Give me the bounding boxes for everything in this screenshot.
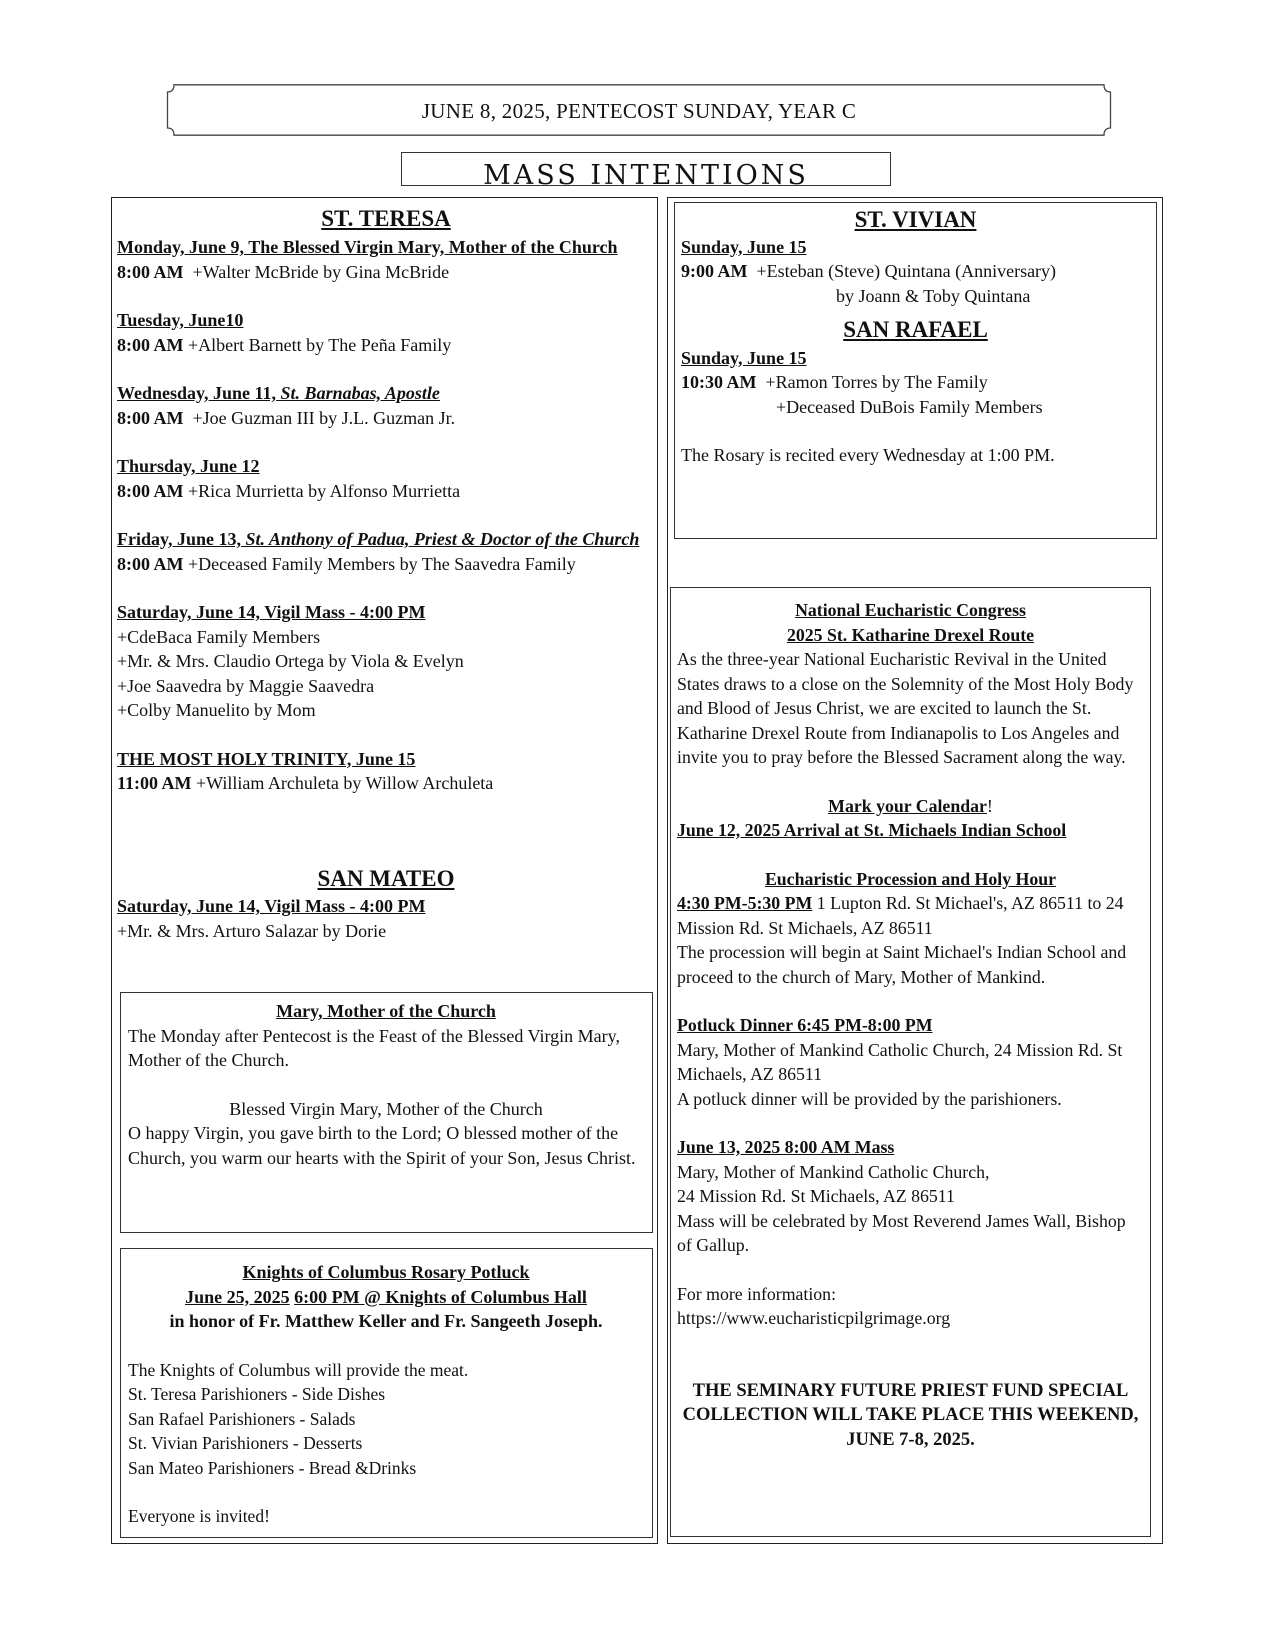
st-vivian-time: 9:00 AM (681, 261, 748, 281)
san-rafael-time: 10:30 AM (681, 372, 757, 392)
sunday-time: 11:00 AM (117, 773, 192, 793)
procession-location: 1 Lupton Rd. St Michael's, AZ 86511 to 24 Mission Rd. St Michaels, AZ 86511 (677, 893, 1124, 938)
mark-calendar: Mark your Calendar (828, 795, 987, 816)
potluck-text: A potluck dinner will be provided by the parishioners. (677, 1088, 1062, 1109)
mary-box-intro: The Monday after Pentecost is the Feast of the Blessed Virgin Mary, Mother of the Church. (128, 1025, 620, 1070)
kofc-list-item: San Rafael Parishioners - Salads (128, 1408, 356, 1429)
mass-heading: June 13, 2025 8:00 AM Mass (677, 1137, 895, 1157)
friday-time: 8:00 AM (117, 553, 184, 574)
mass-address: 24 Mission Rd. St Michaels, AZ 86511 (677, 1186, 955, 1206)
friday-intention: +Deceased Family Members by The Saavedra Family (188, 553, 576, 574)
st-teresa-title: ST. TERESA (321, 206, 451, 231)
kofc-list-item: The Knights of Columbus will provide the meat. (128, 1359, 469, 1380)
friday-heading: Friday, June 13, (117, 529, 246, 549)
san-rafael-intention-2: +Deceased DuBois Family Members (776, 396, 1043, 417)
tuesday-heading: Tuesday, June10 (117, 310, 244, 330)
arrival-heading: June 12, 2025 Arrival at St. Michaels Indian School (677, 820, 1067, 840)
san-rafael-title: SAN RAFAEL (843, 317, 988, 342)
saturday-intention: +Mr. & Mrs. Claudio Ortega by Viola & Evelyn (117, 651, 464, 671)
eucharistic-congress-box (670, 587, 1151, 1537)
sunday-intention: +William Archuleta by Willow Archuleta (196, 773, 494, 793)
sunday-heading: THE MOST HOLY TRINITY, June 15 (117, 748, 416, 769)
prayer-title: Blessed Virgin Mary, Mother of the Church (229, 1098, 543, 1119)
wednesday-feast: St. Barnabas, Apostle (280, 383, 440, 403)
kofc-potluck-box: Knights of Columbus Rosary Potluck June 25, 2025 6:00 PM @ Knights of Columbus Hall in honor of Fr. Matthew Keller and Fr. Sangeeth Joseph. The Knights of Columbus will provide the meat. St. Teresa Parishioners - Side Dishes San Rafael Parishioners - Salads St. Vivian Parishioners - Desserts San Mateo Parishioners - Bread &Drinks Everyone is invited! (120, 1248, 653, 1538)
potluck-location: Mary, Mother of Mankind Catholic Church, 24 Mission Rd. St Michaels, AZ 86511 (677, 1039, 1123, 1084)
info-url[interactable]: https://www.eucharisticpilgrimage.org (677, 1308, 951, 1328)
wednesday-heading: Wednesday, June 11, (117, 383, 281, 403)
thursday-intention: +Rica Murrietta by Alfonso Murrietta (188, 480, 461, 501)
tuesday-intention: +Albert Barnett by The Peña Family (188, 334, 452, 355)
kofc-list-item: San Mateo Parishioners - Bread &Drinks (128, 1457, 417, 1478)
congress-title: National Eucharistic Congress (795, 600, 1026, 620)
san-rafael-heading: Sunday, June 15 (681, 347, 807, 368)
mass-celebrant: Mass will be celebrated by Most Reverend James Wall, Bishop of Gallup. (677, 1210, 1126, 1255)
info-label: For more information: (677, 1283, 837, 1304)
kofc-list-item: St. Teresa Parishioners - Side Dishes (128, 1384, 386, 1404)
seminary-notice: THE SEMINARY FUTURE PRIEST FUND SPECIAL COLLECTION WILL TAKE PLACE THIS WEEKEND, JUNE 7-8, 2025. (682, 1380, 1139, 1450)
san-mateo-intention: +Mr. & Mrs. Arturo Salazar by Dorie (117, 920, 387, 941)
thursday-time: 8:00 AM (117, 480, 184, 501)
saturday-heading: Saturday, June 14, Vigil Mass - 4:00 PM (117, 602, 426, 622)
st-vivian-intention-by: by Joann & Toby Quintana (836, 285, 1031, 306)
congress-intro: As the three-year National Eucharistic Revival in the United States draws to a close on the Solemnity of the Most Holy Body and Blood of Jesus Christ, we are excited to launch the St. Katharine Drexel Route from Indianapolis to Los Angeles and invite you to pray before the Blessed Sacrament along the way. (677, 649, 1134, 767)
procession-text: The procession will begin at Saint Michael's Indian School and proceed to the church of Mary, Mother of Mankind. (677, 942, 1127, 987)
monday-intention: +Walter McBride by Gina McBride (192, 261, 450, 282)
san-mateo-title: SAN MATEO (317, 866, 455, 891)
rosary-notice: The Rosary is recited every Wednesday at 1:00 PM. (681, 445, 1055, 465)
kofc-date: June 25, 2025 (185, 1286, 290, 1307)
procession-time: 4:30 PM-5:30 PM (677, 893, 813, 913)
wednesday-intention: +Joe Guzman III by J.L. Guzman Jr. (192, 407, 456, 428)
kofc-honor: in honor of Fr. Matthew Keller and Fr. Sangeeth Joseph (169, 1311, 599, 1331)
st-vivian-intention: +Esteban (Steve) Quintana (Anniversary) (756, 261, 1057, 281)
st-teresa-section (117, 206, 655, 796)
thursday-heading: Thursday, June 12 (117, 456, 260, 476)
friday-feast: St. Anthony of Padua, Priest & Doctor of the Church (245, 529, 640, 549)
procession-title: Eucharistic Procession and Holy Hour (764, 868, 1057, 889)
kofc-list-item: St. Vivian Parishioners - Desserts (128, 1433, 363, 1453)
section-title: MASS INTENTIONS (483, 160, 809, 191)
kofc-time-place: 6:00 PM @ Knights of Columbus Hall (294, 1286, 587, 1307)
mass-church: Mary, Mother of Mankind Catholic Church, (677, 1161, 990, 1182)
st-vivian-title: ST. VIVIAN (854, 207, 977, 232)
saturday-intention: +Joe Saavedra by Maggie Saavedra (117, 675, 375, 696)
mary-mother-box (120, 992, 653, 1233)
wednesday-time: 8:00 AM (117, 407, 184, 428)
mass-intentions-heading (401, 152, 891, 191)
monday-heading: Monday, June 9, The Blessed Virgin Mary, Mother of the Church (117, 237, 618, 257)
vivian-rafael-box (674, 202, 1157, 539)
san-mateo-section (117, 866, 655, 943)
mary-box-title: Mary, Mother of the Church (276, 1001, 496, 1021)
saturday-intention: +CdeBaca Family Members (117, 626, 321, 647)
tuesday-time: 8:00 AM (117, 334, 184, 355)
date-banner (166, 84, 1112, 136)
kofc-title: Knights of Columbus Rosary Potluck (242, 1262, 530, 1282)
kofc-footer: Everyone is invited! (128, 1506, 270, 1526)
congress-route: 2025 St. Katharine Drexel Route (786, 624, 1035, 645)
date-line: JUNE 8, 2025, PENTECOST SUNDAY, YEAR C (421, 99, 857, 123)
prayer-text: O happy Virgin, you gave birth to the Lord; O blessed mother of the Church, you warm our hearts with the Spirit of your Son, Jesus Christ. (128, 1123, 636, 1168)
monday-time: 8:00 AM (117, 261, 184, 282)
san-rafael-intention: +Ramon Torres by The Family (765, 372, 988, 392)
san-mateo-heading: Saturday, June 14, Vigil Mass - 4:00 PM (117, 896, 426, 916)
saturday-intention: +Colby Manuelito by Mom (117, 700, 316, 720)
mark-calendar-exclaim: ! (986, 795, 993, 816)
st-vivian-heading: Sunday, June 15 (681, 236, 807, 257)
potluck-heading: Potluck Dinner 6:45 PM-8:00 PM (677, 1015, 933, 1035)
